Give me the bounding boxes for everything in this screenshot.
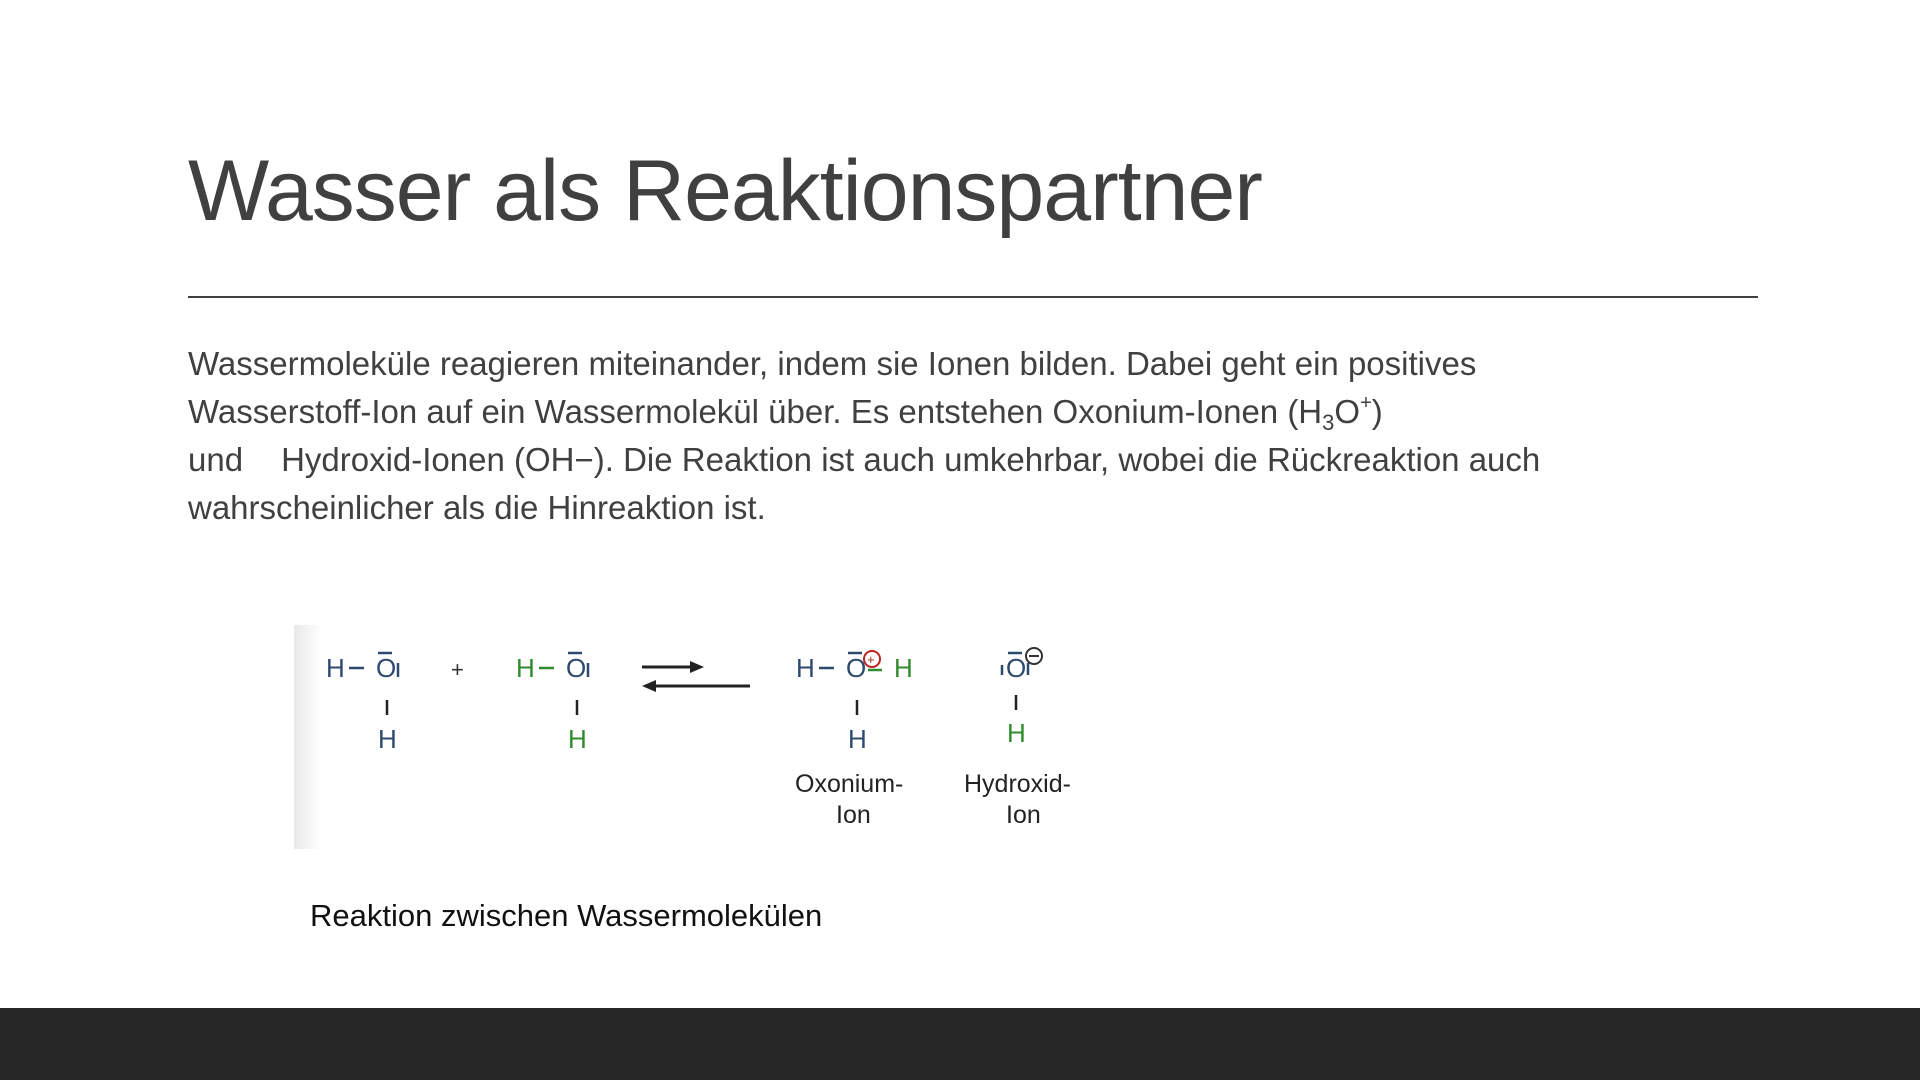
svg-text:H: H [796,653,815,683]
svg-text:O: O [566,653,587,683]
svg-text:O: O [1006,653,1027,683]
body-line-3 [188,436,1748,484]
figure-caption: Reaktion zwischen Wassermolekülen [310,898,823,933]
body-line-3-und: und [188,441,244,478]
title-divider [188,296,1758,298]
oxonium-label-line-1: Oxonium- [795,770,904,798]
body-line-1: Wassermoleküle reagieren miteinander, indem sie Ionen bilden. Dabei geht ein positives [188,345,1477,382]
hydroxid-label-line-2: Ion [1006,801,1041,829]
body-line-3-text: Hydroxid-Ionen (OH−). Die Reaktion ist auch umkehrbar, wobei die Rückreaktion auch [281,441,1541,478]
presentation-bottom-bar [0,1008,1920,1080]
body-line-4: wahrscheinlicher als die Hinreaktion ist. [188,489,766,526]
oxygen-symbol: O [1334,393,1361,430]
subscript-3: 3 [1322,410,1335,435]
svg-text:H: H [568,724,587,754]
hydroxid-ion [964,648,1071,829]
reaction-diagram [294,625,1094,849]
superscript-plus: + [1360,392,1372,414]
oxonium-label-line-2: Ion [836,801,871,829]
reaction-figure [294,625,1094,849]
svg-text:H: H [326,653,345,683]
body-line-2 [188,388,1748,436]
slide-title: Wasser als Reaktionspartner [188,143,1262,239]
svg-text:H: H [848,724,867,754]
svg-text:+: + [867,652,875,667]
svg-text:O: O [376,653,397,683]
svg-text:H: H [1007,718,1026,748]
water-molecule-1 [326,653,398,754]
svg-text:H: H [516,653,535,683]
body-paragraph [188,340,1748,532]
oxonium-ion [795,651,913,829]
plus-sign: + [451,657,464,682]
closing-paren: ) [1371,393,1383,430]
svg-text:H: H [894,653,913,683]
body-line-2-text: Wasserstoff-Ion auf ein Wassermolekül über. Es entstehen Oxonium-Ionen (H [188,393,1323,430]
water-molecule-2 [516,653,588,754]
hydroxid-label-line-1: Hydroxid- [964,770,1071,798]
svg-text:H: H [378,724,397,754]
equilibrium-arrow [642,661,750,692]
svg-text:O: O [846,653,867,683]
